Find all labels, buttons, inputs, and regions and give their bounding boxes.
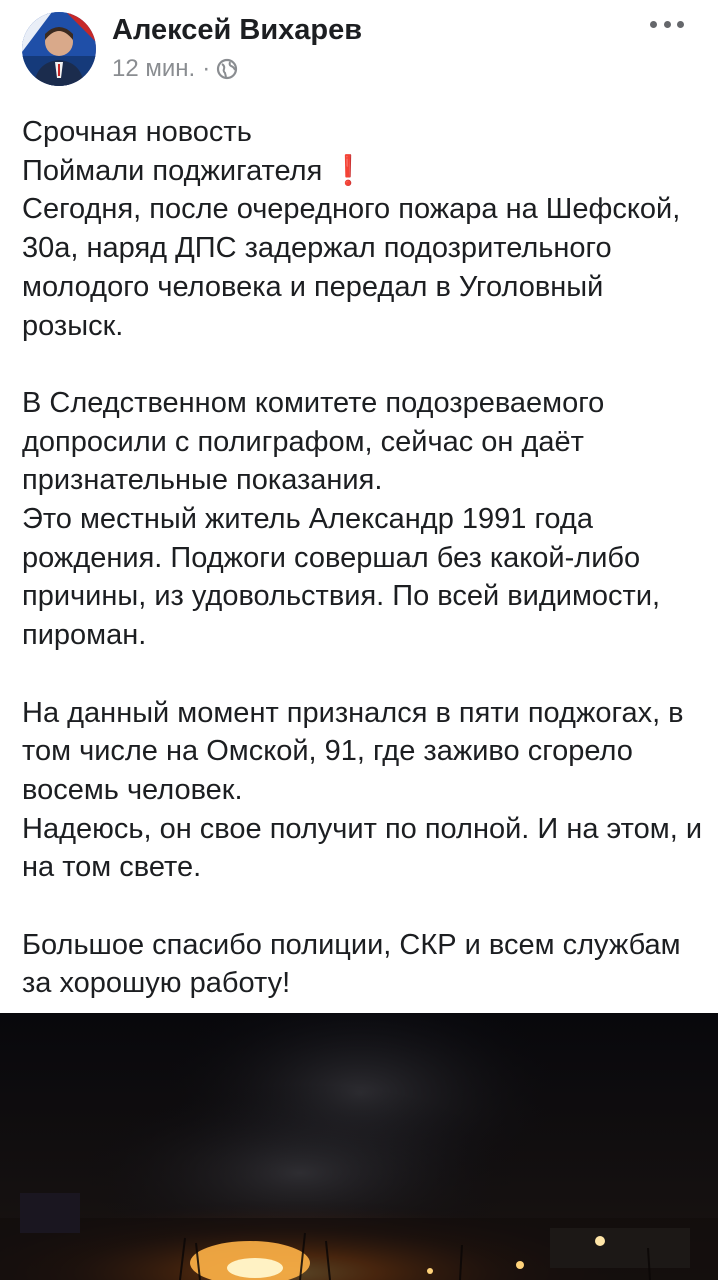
- post-photo[interactable]: [0, 1013, 718, 1280]
- post-header: [0, 0, 718, 100]
- globe-icon: [216, 58, 238, 80]
- post-timestamp[interactable]: 12 мин.: [112, 55, 196, 82]
- post-paragraph: Это местный житель Александр 1991 года рождения. Поджоги совершал без какой-либо причины, из удовольствия. По всей видимости, пироман.: [22, 503, 661, 652]
- post-paragraph: Большое спасибо полиции, СКР и всем службам за хорошую работу!: [22, 928, 681, 1000]
- more-horizontal-icon[interactable]: [650, 14, 684, 34]
- post-line: [22, 152, 702, 191]
- meta-separator: ·: [202, 55, 211, 82]
- post-line: Срочная новость: [22, 116, 252, 148]
- author-name[interactable]: Алексей Вихарев: [112, 14, 363, 46]
- post-text: [22, 113, 702, 1003]
- avatar[interactable]: [22, 12, 96, 86]
- post-line-text: Поймали поджигателя: [22, 154, 323, 187]
- exclamation-icon: ❗: [330, 154, 367, 187]
- post-meta: [112, 55, 238, 83]
- post-paragraph: На данный момент признался в пяти поджогах, в том числе на Омской, 91, где заживо сгорело восемь человек.: [22, 696, 684, 806]
- post-paragraph: В Следственном комитете подозреваемого допросили с полиграфом, сейчас он даёт признательные показания.: [22, 386, 605, 497]
- post-paragraph: Надеюсь, он свое получит по полной. И на этом, и на том свете.: [22, 812, 703, 884]
- post-paragraph: Сегодня, после очередного пожара на Шефской, 30а, наряд ДПС задержал подозрительного молодого человека и передал в Уголовный розыск.: [22, 193, 681, 342]
